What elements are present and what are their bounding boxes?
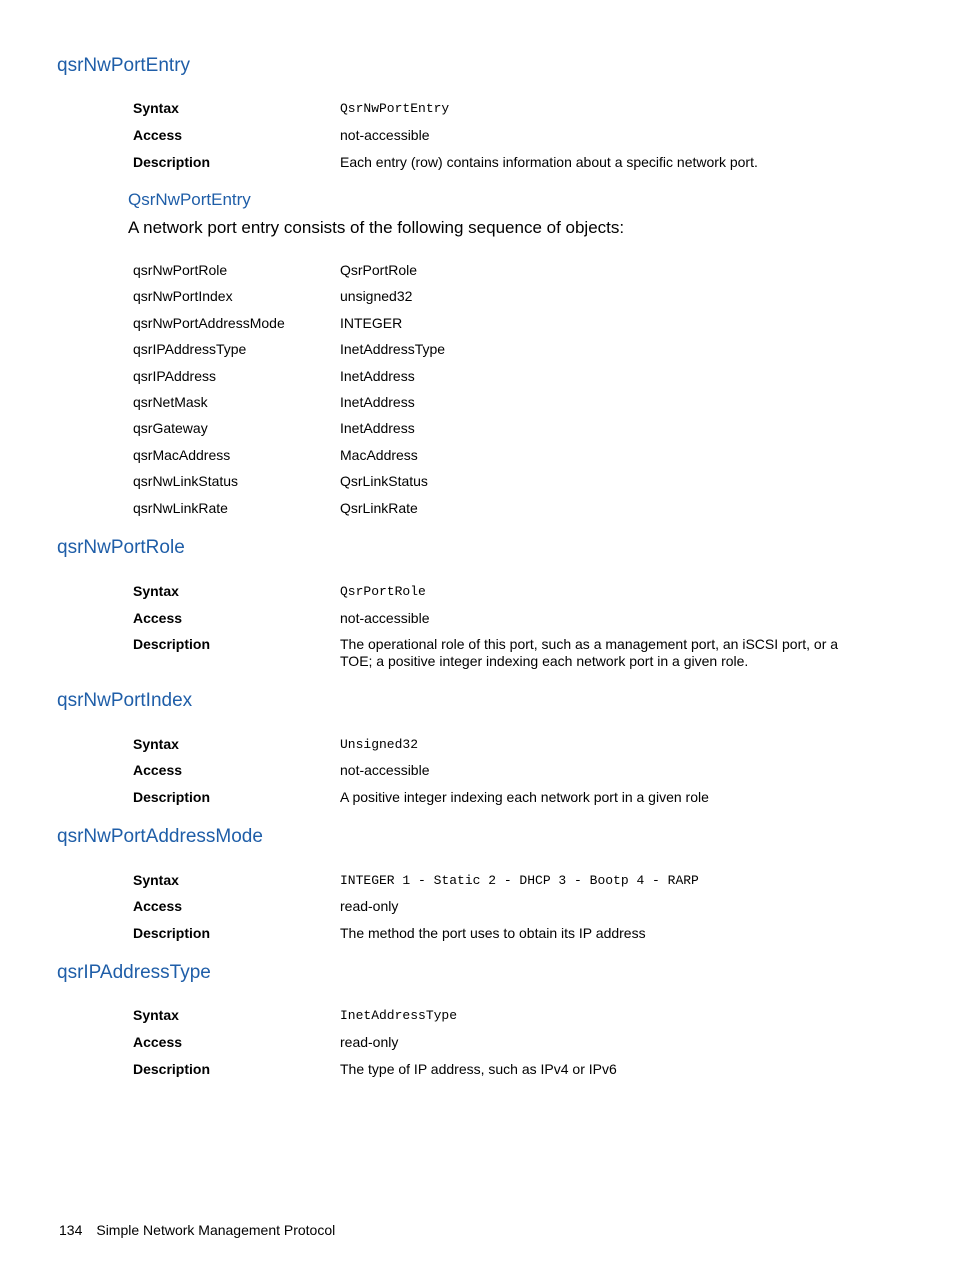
- access-row: [133, 898, 853, 918]
- page-number: 134: [59, 1222, 83, 1238]
- access-value: not-accessible: [340, 127, 430, 143]
- sequence-object-row: [133, 262, 853, 282]
- subsection-heading-entry-seq: QsrNwPortEntry: [128, 190, 251, 209]
- description-row: [133, 925, 853, 945]
- object-name: qsrNwPortAddressMode: [133, 314, 285, 331]
- object-name: qsrNwLinkStatus: [133, 473, 239, 490]
- sequence-object-row: [133, 288, 853, 308]
- syntax-row: [133, 583, 853, 603]
- object-type: InetAddress: [340, 420, 415, 437]
- description-row: [133, 789, 853, 809]
- page-footer: [59, 1222, 335, 1238]
- description-label: Description: [133, 1061, 211, 1077]
- access-label: Access: [133, 762, 183, 778]
- access-row: [133, 127, 853, 147]
- access-row: [133, 610, 853, 630]
- object-name: qsrIPAddress: [133, 367, 216, 384]
- sequence-object-row: [133, 500, 853, 520]
- access-label: Access: [133, 610, 183, 626]
- syntax-row: [133, 100, 853, 120]
- sequence-intro: A network port entry consists of the following sequence of objects:: [128, 218, 625, 237]
- object-type: unsigned32: [340, 288, 413, 305]
- description-row: [133, 154, 853, 174]
- sequence-object-row: [133, 368, 853, 388]
- sequence-object-row: [133, 473, 853, 493]
- syntax-label: Syntax: [133, 736, 179, 752]
- section-heading-addrtype: qsrIPAddressType: [57, 962, 211, 983]
- syntax-row: [133, 1007, 853, 1027]
- description-value: The method the port uses to obtain its IP address: [340, 925, 646, 941]
- syntax-label: Syntax: [133, 872, 179, 888]
- access-row: [133, 1034, 853, 1054]
- syntax-row: [133, 872, 853, 892]
- object-name: qsrNwLinkRate: [133, 499, 228, 516]
- section-heading-role: qsrNwPortRole: [57, 537, 185, 558]
- access-label: Access: [133, 127, 183, 143]
- syntax-label: Syntax: [133, 1007, 179, 1023]
- sequence-object-row: [133, 315, 853, 335]
- chapter-title: Simple Network Management Protocol: [96, 1222, 336, 1238]
- access-label: Access: [133, 898, 183, 914]
- object-type: InetAddressType: [340, 341, 446, 358]
- sequence-object-row: [133, 420, 853, 440]
- description-label: Description: [133, 789, 211, 805]
- section-heading-addrmode: qsrNwPortAddressMode: [57, 826, 263, 847]
- object-name: qsrMacAddress: [133, 446, 231, 463]
- sequence-object-row: [133, 447, 853, 467]
- syntax-value: QsrPortRole: [340, 584, 426, 599]
- sequence-object-row: [133, 394, 853, 414]
- access-value: read-only: [340, 898, 399, 914]
- syntax-value: Unsigned32: [340, 737, 419, 752]
- description-value: The type of IP address, such as IPv4 or IPv6: [340, 1061, 617, 1077]
- description-label: Description: [133, 636, 211, 652]
- access-value: not-accessible: [340, 610, 430, 626]
- object-name: qsrNwPortIndex: [133, 288, 233, 305]
- object-name: qsrGateway: [133, 420, 208, 437]
- access-value: read-only: [340, 1034, 399, 1050]
- syntax-value: InetAddressType: [340, 1008, 458, 1023]
- syntax-value: INTEGER 1 - Static 2 - DHCP 3 - Bootp 4 - RARP: [340, 873, 699, 888]
- description-value: A positive integer indexing each network port in a given role: [340, 789, 709, 805]
- access-label: Access: [133, 1034, 183, 1050]
- description-value: The operational role of this port, such as a management port, an iSCSI port, or a TOE; a positive integer indexing each network port in a given role.: [340, 636, 839, 669]
- object-type: MacAddress: [340, 446, 418, 463]
- object-type: InetAddress: [340, 367, 415, 384]
- syntax-label: Syntax: [133, 583, 179, 599]
- object-name: qsrNwPortRole: [133, 262, 228, 278]
- syntax-row: [133, 736, 853, 756]
- description-row: [133, 1061, 853, 1081]
- object-type: InetAddress: [340, 394, 415, 410]
- section-heading-index: qsrNwPortIndex: [57, 690, 193, 711]
- object-name: qsrNetMask: [133, 394, 208, 410]
- syntax-label: Syntax: [133, 100, 179, 116]
- access-value: not-accessible: [340, 762, 430, 778]
- object-type: INTEGER: [340, 314, 403, 331]
- description-label: Description: [133, 925, 211, 941]
- section-heading-entry: qsrNwPortEntry: [57, 55, 191, 76]
- access-row: [133, 762, 853, 782]
- object-type: QsrPortRole: [340, 262, 418, 278]
- description-row: [133, 636, 853, 669]
- description-value: Each entry (row) contains information about a specific network port.: [340, 154, 758, 170]
- description-label: Description: [133, 154, 211, 170]
- syntax-value: QsrNwPortEntry: [340, 101, 450, 116]
- object-type: QsrLinkRate: [340, 499, 418, 516]
- object-name: qsrIPAddressType: [133, 341, 247, 358]
- sequence-object-row: [133, 341, 853, 361]
- object-type: QsrLinkStatus: [340, 473, 428, 490]
